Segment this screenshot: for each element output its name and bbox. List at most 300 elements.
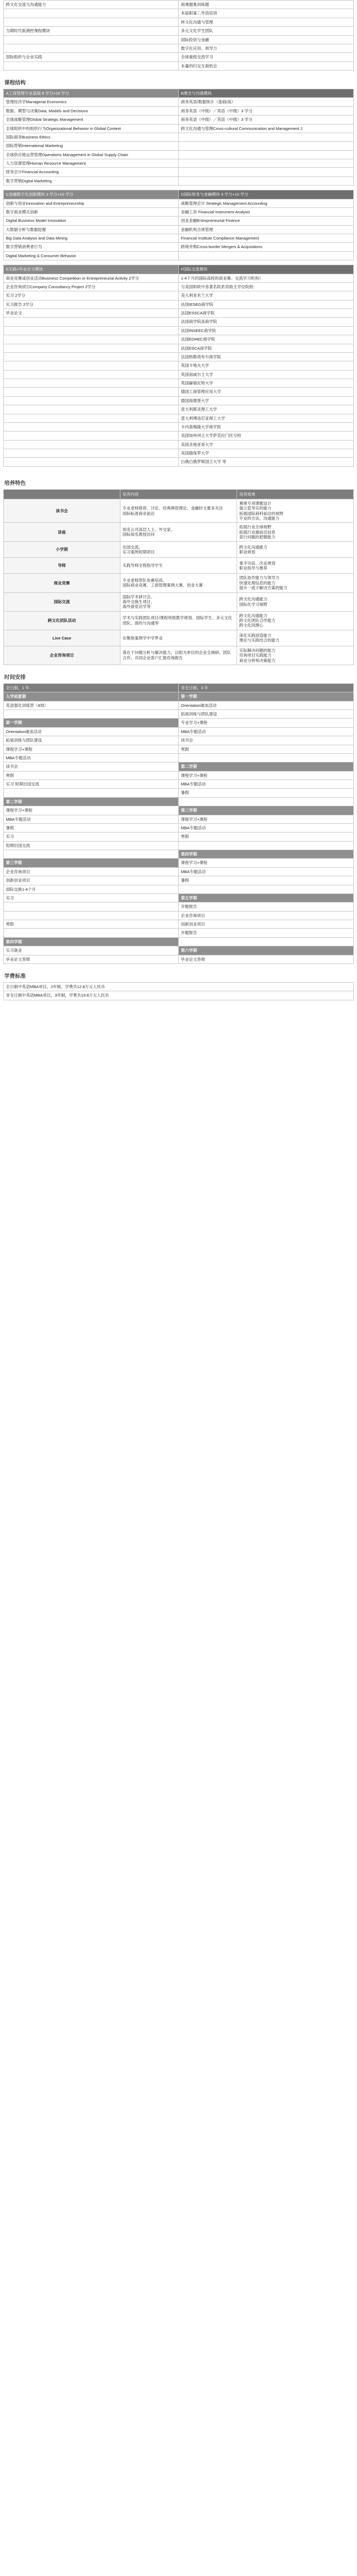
timeline-title: 时间安排	[4, 674, 26, 681]
table-row	[4, 440, 354, 449]
timeline-fulltime-cell: 第三学期	[4, 859, 179, 867]
course-right-cell: 法国EDHEC商学院	[179, 335, 354, 344]
course-right-cell: 跨文化沟通与管理Cross-cultural Communication and Management 2	[179, 124, 354, 133]
table-row	[4, 592, 354, 611]
module-left-cell	[4, 18, 179, 26]
course-left-cell: 人力资源管理Human Resource Management	[4, 159, 179, 168]
feature-name: 讲座	[4, 523, 120, 542]
table-row	[4, 929, 354, 937]
course-right-cell: 意大利都灵理工大学	[179, 405, 354, 414]
course-right-cell: 美国加州州立大学萨克拉门托分校	[179, 431, 354, 440]
features-header-cell: 培养内容	[120, 489, 237, 499]
table-row	[4, 98, 354, 106]
timeline-parttime-cell: 开题报告	[179, 903, 354, 911]
timeline-parttime-cell: MBA专题活动	[179, 727, 354, 736]
feature-effect: 拓展行业全球视野 拓展行业最前沿信息 获行问题的把握能力	[237, 523, 354, 542]
timeline-fulltime-cell: 第一学期	[4, 719, 179, 727]
table-row	[4, 422, 354, 431]
timeline-fulltime-cell: 第二学期	[4, 797, 179, 806]
course-right-cell: 1-4个月的国际高校的商业赛、交流学习机构）	[179, 274, 354, 282]
module-right-cell: 国际投资与金融	[179, 35, 354, 44]
table-row	[4, 991, 354, 1000]
timeline-parttime-cell: 创新创业项目	[179, 920, 354, 929]
course-left-cell: 数字商业模式创新	[4, 207, 179, 216]
course-right-cell: 创业金融Entrepreneurial Finance	[179, 217, 354, 225]
course-right-cell: 法国格勒诺布尔商学院	[179, 352, 354, 361]
module-left-cell: 当期时代版测控课程模块	[4, 27, 179, 35]
timeline-fulltime-cell: 第四学期	[4, 937, 179, 946]
timeline-parttime-cell: 毕业论文答辩	[179, 955, 354, 963]
timeline-parttime-cell	[179, 797, 354, 806]
course-left-cell: 大数据分析与数据挖掘	[4, 225, 179, 234]
table-header-row	[4, 190, 354, 199]
course-right-cell: 英国赫瑞瓦特大学	[179, 379, 354, 388]
features-header-cell	[4, 489, 120, 499]
feature-effect: 跨文化沟通能力 国际化学习视野	[237, 592, 354, 611]
timeline-table	[3, 683, 354, 964]
table-row	[4, 946, 354, 955]
timeline-fulltime-cell: 创新创业项目	[4, 876, 179, 885]
timeline-parttime-cell: 第六学期	[179, 946, 354, 955]
feature-name: 导师	[4, 558, 120, 574]
course-left-cell	[4, 431, 179, 440]
timeline-header-cell: 非全日制，3 年	[179, 683, 354, 692]
module-right-cell: 多元文化学生团队	[179, 27, 354, 35]
table-row	[4, 789, 354, 797]
table-row	[4, 124, 354, 133]
course-right-cell	[179, 133, 354, 141]
table-row	[4, 920, 354, 929]
course-right-cell: 白俄白俄罗斯国立大学 等	[179, 458, 354, 466]
table-row	[4, 35, 354, 44]
table-row	[4, 352, 354, 361]
table-row	[4, 867, 354, 876]
timeline-fulltime-cell: 实习	[4, 893, 179, 902]
course-left-cell: 数字营销Digital Marketing	[4, 176, 179, 185]
course-right-cell: 美大利亚米兰大学	[179, 291, 354, 300]
table-header-row	[4, 265, 354, 274]
course-left-cell: 数据、模型与决策Data, Models and Decisions	[4, 106, 179, 115]
course-left-cell	[4, 352, 179, 361]
top-modules-table	[3, 0, 354, 71]
timeline-fulltime-cell: 入学前夏期	[4, 692, 179, 701]
curriculum-block	[3, 190, 354, 260]
course-left-cell	[4, 335, 179, 344]
table-row	[4, 876, 354, 885]
timeline-fulltime-cell: 课程学习+课程	[4, 806, 179, 815]
timeline-parttime-cell: 课程学习+课程	[179, 859, 354, 867]
course-left-cell	[4, 414, 179, 422]
timeline-parttime-cell: 第四学期	[179, 850, 354, 859]
module-left-cell	[4, 9, 179, 18]
course-left-cell: 全球战略管理Global Strategic Management	[4, 115, 179, 124]
course-left-cell: Digital Marketing & Consumer Behavior	[4, 251, 179, 260]
table-row	[4, 405, 354, 414]
table-row	[4, 217, 354, 225]
table-row	[4, 558, 354, 574]
table-row	[4, 736, 354, 745]
table-row	[4, 806, 354, 815]
table-row	[4, 982, 354, 991]
timeline-header-cell: 全日制，1 年	[4, 683, 179, 692]
module-left-cell: 国际组织与企业实践	[4, 53, 179, 61]
table-row	[4, 142, 354, 150]
table-row	[4, 388, 354, 396]
course-right-cell: 商务英语/数据统计（基础/高）	[179, 98, 354, 106]
course-left-cell	[4, 388, 179, 396]
table-row	[4, 431, 354, 440]
course-left-cell: 财务会计Financial Accounting	[4, 168, 179, 176]
curriculum-block	[3, 89, 354, 186]
module-right-cell: 数字化应用、领导力	[179, 44, 354, 52]
table-row	[4, 574, 354, 592]
table-row	[4, 414, 354, 422]
timeline-fulltime-cell: 读书会	[4, 762, 179, 771]
fee-row: 全日制中英语MBA项目，2年制，学费共12.8万元人民币	[4, 982, 354, 991]
course-right-cell	[179, 159, 354, 168]
feature-content: 在聚焦案例学中学界业	[120, 630, 237, 646]
course-right-cell: 法国ESCA商学院	[179, 344, 354, 352]
course-right-cell	[179, 251, 354, 260]
course-left-cell: 企业咨询项目Company Consultancy Project 2学分	[4, 282, 179, 291]
timeline-fulltime-cell	[4, 850, 179, 859]
course-left-cell	[4, 318, 179, 326]
table-row	[4, 797, 354, 806]
feature-name: 企业咨询项目	[4, 646, 120, 665]
curriculum-title: 课程结构	[4, 80, 26, 86]
timeline-fulltime-cell: 实习 短期出国交流	[4, 780, 179, 789]
module-left-cell: 跨文化交流与沟通能力	[4, 1, 179, 9]
timeline-fulltime-cell: MBA专题活动	[4, 815, 179, 823]
table-row	[4, 44, 354, 52]
timeline-fulltime-cell	[4, 929, 179, 937]
module-right-cell: 商课题集训练题	[179, 1, 354, 9]
course-right-cell: 跨境并购Cross-border Mergers & Acquisitions	[179, 243, 354, 251]
table-row	[4, 911, 354, 920]
timeline-fulltime-cell	[4, 710, 179, 719]
table-row	[4, 207, 354, 216]
module-right-cell: 本届职案二外语培训	[179, 9, 354, 18]
timeline-parttime-cell: 寒假	[179, 832, 354, 841]
timeline-parttime-cell: 拓展训练与团队建设	[179, 710, 354, 719]
fee-table	[3, 982, 354, 1000]
table-row	[4, 449, 354, 458]
table-row	[4, 176, 354, 185]
course-left-cell: Big Data Analysis and Data Mining	[4, 234, 179, 243]
course-left-cell: 实习报告 2学分	[4, 300, 179, 308]
spacer	[3, 186, 354, 190]
timeline-fulltime-cell	[4, 903, 179, 911]
table-row	[4, 199, 354, 207]
table-row	[4, 106, 354, 115]
course-left-cell: 数字营销消费者行为	[4, 243, 179, 251]
fee-title: 学费标准	[4, 973, 26, 980]
table-row	[4, 396, 354, 405]
timeline-fulltime-cell: 毕业论文答辩	[4, 955, 179, 963]
table-row	[4, 282, 354, 291]
feature-content: 实践导师全程指导学生	[120, 558, 237, 574]
feature-effect: 实际解决问题的能力 咨询项目实践能力 商业分析和决策能力	[237, 646, 354, 665]
table-row	[4, 326, 354, 335]
course-left-cell: Digital Business Model Innovation	[4, 217, 179, 225]
fee-row: 非全日制中英语MBA项目，3年制，学费共19.8万元人民币	[4, 991, 354, 1000]
course-left-cell: 商业竞赛或创业活动Business Competition or Entrepreneurial Activity 2学分	[4, 274, 179, 282]
table-row	[4, 150, 354, 159]
course-right-cell: 美国德保罗大学	[179, 449, 354, 458]
table-row	[4, 701, 354, 709]
course-right-cell: 金融工具 Financial Instrument Analysis	[179, 207, 354, 216]
course-left-cell	[4, 370, 179, 379]
curriculum-block	[3, 265, 354, 467]
timeline-fulltime-cell: 暑假	[4, 823, 179, 832]
table-row	[4, 27, 354, 35]
timeline-parttime-cell: 暑假	[179, 876, 354, 885]
feature-effect: 赛规专项课题设计 强立思考实的能力 拓展国际商科前沿的视野 专业的方法，沟通能力	[237, 499, 354, 523]
table-row	[4, 719, 354, 727]
table-row	[4, 780, 354, 789]
table-header-row	[4, 489, 354, 499]
timeline-parttime-cell	[179, 937, 354, 946]
course-right-cell: 英国南威尔士大学	[179, 370, 354, 379]
table-row	[4, 168, 354, 176]
module-left-cell	[4, 35, 179, 44]
timeline-fulltime-cell: 课程学习+课程	[4, 745, 179, 753]
course-left-cell: 国际商务Business Ethics	[4, 133, 179, 141]
table-row	[4, 771, 354, 780]
table-row	[4, 523, 354, 542]
table-row	[4, 762, 354, 771]
module-left-cell	[4, 61, 179, 70]
table-row	[4, 841, 354, 850]
table-row	[4, 291, 354, 300]
course-left-cell: 实习 2学分	[4, 291, 179, 300]
table-row	[4, 885, 354, 893]
course-right-cell	[179, 150, 354, 159]
curriculum-block-left-header: E实践+毕业论文模块	[4, 265, 179, 274]
course-left-cell	[4, 379, 179, 388]
table-row	[4, 335, 354, 344]
course-left-cell	[4, 449, 179, 458]
table-row	[4, 159, 354, 168]
table-row	[4, 753, 354, 762]
table-row	[4, 133, 354, 141]
timeline-fulltime-cell: 国际交换1-4个月	[4, 885, 179, 893]
curriculum-blocks	[3, 89, 354, 471]
course-right-cell: 战略管理会计 Strategic Management Accounting	[179, 199, 354, 207]
table-row	[4, 53, 354, 61]
table-row	[4, 823, 354, 832]
timeline-fulltime-cell: MBA专题活动	[4, 753, 179, 762]
course-left-cell: 创新与创业Innovation and Entrepreneurship	[4, 199, 179, 207]
timeline-parttime-cell: MBA专题活动	[179, 823, 354, 832]
timeline-parttime-cell	[179, 885, 354, 893]
course-right-cell: 英国卡地夫大学	[179, 361, 354, 370]
course-right-cell	[179, 176, 354, 185]
feature-effect: 团队协作能力与领导力 快速处理信息的能力 提升一流子解决方案的能力	[237, 574, 354, 592]
curriculum-block-left-header: C金融数字化创新模块 3 学分+10 学分	[4, 190, 179, 199]
feature-content: 出国交流、 实习案例短期项目	[120, 542, 237, 558]
feature-name: 国际交流	[4, 592, 120, 611]
timeline-fulltime-cell: 英语强化训练营（8周）	[4, 701, 179, 709]
table-row	[4, 225, 354, 234]
timeline-parttime-cell: MBA专题活动	[179, 780, 354, 789]
feature-effect: 跨文化沟通能力 跨文化团队合作能力 跨文化同理心	[237, 611, 354, 630]
table-row	[4, 832, 354, 841]
course-right-cell: Financial Institute Compliance Management	[179, 234, 354, 243]
timeline-parttime-cell: 企业咨询项目	[179, 911, 354, 920]
timeline-fulltime-cell: 实习	[4, 832, 179, 841]
table-row	[4, 893, 354, 902]
table-row	[4, 274, 354, 282]
timeline-fulltime-cell: 拓展训练与团队建设	[4, 736, 179, 745]
timeline-parttime-cell: 开题报告	[179, 929, 354, 937]
features-table	[3, 489, 354, 665]
timeline-parttime-cell: 课程学习+课程	[179, 815, 354, 823]
table-row	[4, 370, 354, 379]
table-row	[4, 344, 354, 352]
features-header-cell: 培养效果	[237, 489, 354, 499]
course-right-cell: 金融机构合规管理	[179, 225, 354, 234]
table-row	[4, 243, 354, 251]
course-right-cell: 美国圣地亚哥大学	[179, 440, 354, 449]
table-row	[4, 859, 354, 867]
course-left-cell: 全球组织中的组织行为Organizational Behavior in Global Context	[4, 124, 179, 133]
course-left-cell	[4, 422, 179, 431]
timeline-parttime-cell: 第五学期	[179, 893, 354, 902]
timeline-fulltime-cell	[4, 789, 179, 797]
timeline-fulltime-cell: 寒假	[4, 771, 179, 780]
course-left-cell	[4, 344, 179, 352]
timeline-fulltime-cell: 实习就业	[4, 946, 179, 955]
feature-content: 国际学术研讨会、 海外交换生项目、 海外游览访学等	[120, 592, 237, 611]
features-title: 培养特色	[4, 480, 26, 487]
table-row	[4, 458, 354, 466]
timeline-parttime-cell: 读书会	[179, 736, 354, 745]
feature-content: 学术与实践团队项目/课程班级教学规划、国际学生、多元文化团队、面的与沟通等	[120, 611, 237, 630]
table-row	[4, 646, 354, 665]
feature-name: Live Case	[4, 630, 120, 646]
table-row	[4, 300, 354, 308]
module-right-cell: 本量的归交互商机会	[179, 61, 354, 70]
table-row	[4, 379, 354, 388]
table-row	[4, 234, 354, 243]
timeline-fulltime-cell: 短期出国交流	[4, 841, 179, 850]
table-row	[4, 815, 354, 823]
table-row	[4, 115, 354, 124]
course-left-cell	[4, 396, 179, 405]
table-row	[4, 361, 354, 370]
table-row	[4, 630, 354, 646]
course-left-cell: 全球供应链运营管理Operations Management in Global Supply Chain	[4, 150, 179, 159]
course-right-cell: 商务英语（中级）／英语（中级）3 学分	[179, 115, 354, 124]
timeline-parttime-cell: 第二学期	[179, 762, 354, 771]
table-row	[4, 955, 354, 963]
timeline-parttime-cell: MBA专题活动	[179, 867, 354, 876]
feature-content: 专业老师带队参赛培训， 国际商业竞赛、工商管理案例大赛、创业大赛	[120, 574, 237, 592]
course-right-cell: 德国工商管理应用大学	[179, 388, 354, 396]
feature-name: 商业竞赛	[4, 574, 120, 592]
course-left-cell	[4, 440, 179, 449]
feature-name: 读书会	[4, 499, 120, 523]
timeline-parttime-cell: 第一学期	[179, 692, 354, 701]
curriculum-block-left-header: A工商管理专业基础 8 学分+18 学分	[4, 89, 179, 98]
course-left-cell	[4, 326, 179, 335]
course-right-cell: 与美国和欧中各著名院系资助主学位院校：	[179, 282, 354, 291]
table-row	[4, 692, 354, 701]
curriculum-block-right-header: B理念与沟通模块	[179, 89, 354, 98]
course-left-cell: 毕业论文	[4, 309, 179, 318]
spacer	[3, 467, 354, 471]
table-header-row	[4, 89, 354, 98]
table-row	[4, 727, 354, 736]
feature-content: 专业老师推荐、讨论、经典典管理论，金融时文要多关注 国际标准商业前沿	[120, 499, 237, 523]
timeline-parttime-cell	[179, 753, 354, 762]
course-right-cell	[179, 168, 354, 176]
feature-effect: 跨文化沟通能力 职业规划	[237, 542, 354, 558]
course-right-cell: 商务英语（中级）／英语（中级）3 学分	[179, 106, 354, 115]
course-right-cell: 法国INSEEC商学院	[179, 326, 354, 335]
timeline-fulltime-cell: Orientation破冰活动	[4, 727, 179, 736]
course-left-cell	[4, 361, 179, 370]
course-right-cell: 卡内基梅隆大学商学院	[179, 422, 354, 431]
timeline-fulltime-cell: 企业咨询项目	[4, 867, 179, 876]
table-row	[4, 18, 354, 26]
feature-effect: 深化实践创造能力 理论与实践结合的能力	[237, 630, 354, 646]
feature-content: 落在于问题分析与解决能力，以组为单位的企业全调研、团队合作、共同企业客户汇报咨询报告	[120, 646, 237, 665]
document-page	[0, 0, 357, 1011]
feature-effect: 事半功倍、次业规划 职业指导与推荐	[237, 558, 354, 574]
curriculum-block-right-header: D国际财务与金融模块 3 学分+10 学分	[179, 190, 354, 199]
table-header-row	[4, 683, 354, 692]
table-row	[4, 251, 354, 260]
timeline-parttime-cell	[179, 841, 354, 850]
module-left-cell	[4, 44, 179, 52]
course-right-cell: 德国海德堡大学	[179, 396, 354, 405]
spacer	[3, 260, 354, 265]
course-right-cell: 意大利博洛尼亚理工大学	[179, 414, 354, 422]
table-row	[4, 937, 354, 946]
table-row	[4, 309, 354, 318]
timeline-parttime-cell: Orientation破冰活动	[179, 701, 354, 709]
table-row	[4, 745, 354, 753]
table-row	[4, 903, 354, 911]
course-right-cell	[179, 142, 354, 150]
course-right-cell: 法国商学院高商学院	[179, 318, 354, 326]
course-right-cell: 法国ESSCA商学院	[179, 309, 354, 318]
table-row	[4, 499, 354, 523]
curriculum-block-right-header: F国际交流模块	[179, 265, 354, 274]
timeline-parttime-cell: 暑假	[179, 789, 354, 797]
table-row	[4, 611, 354, 630]
table-row	[4, 542, 354, 558]
table-row	[4, 61, 354, 70]
feature-name: 跨文化团队活动	[4, 611, 120, 630]
timeline-parttime-cell: 课程学习+课程	[179, 771, 354, 780]
table-row	[4, 318, 354, 326]
course-left-cell: 管理经济学Managerial Economics	[4, 98, 179, 106]
module-right-cell: 全球重组交流学习	[179, 53, 354, 61]
course-right-cell: 法国IESEG商学院	[179, 300, 354, 308]
module-right-cell: 转文化沟通与管理	[179, 18, 354, 26]
timeline-parttime-cell: 寒假	[179, 745, 354, 753]
timeline-parttime-cell: 专业学习+课程	[179, 719, 354, 727]
feature-name: 小学期	[4, 542, 120, 558]
table-row	[4, 9, 354, 18]
table-row	[4, 850, 354, 859]
course-left-cell	[4, 458, 179, 466]
timeline-fulltime-cell: 寒假	[4, 920, 179, 929]
table-row	[4, 1, 354, 9]
